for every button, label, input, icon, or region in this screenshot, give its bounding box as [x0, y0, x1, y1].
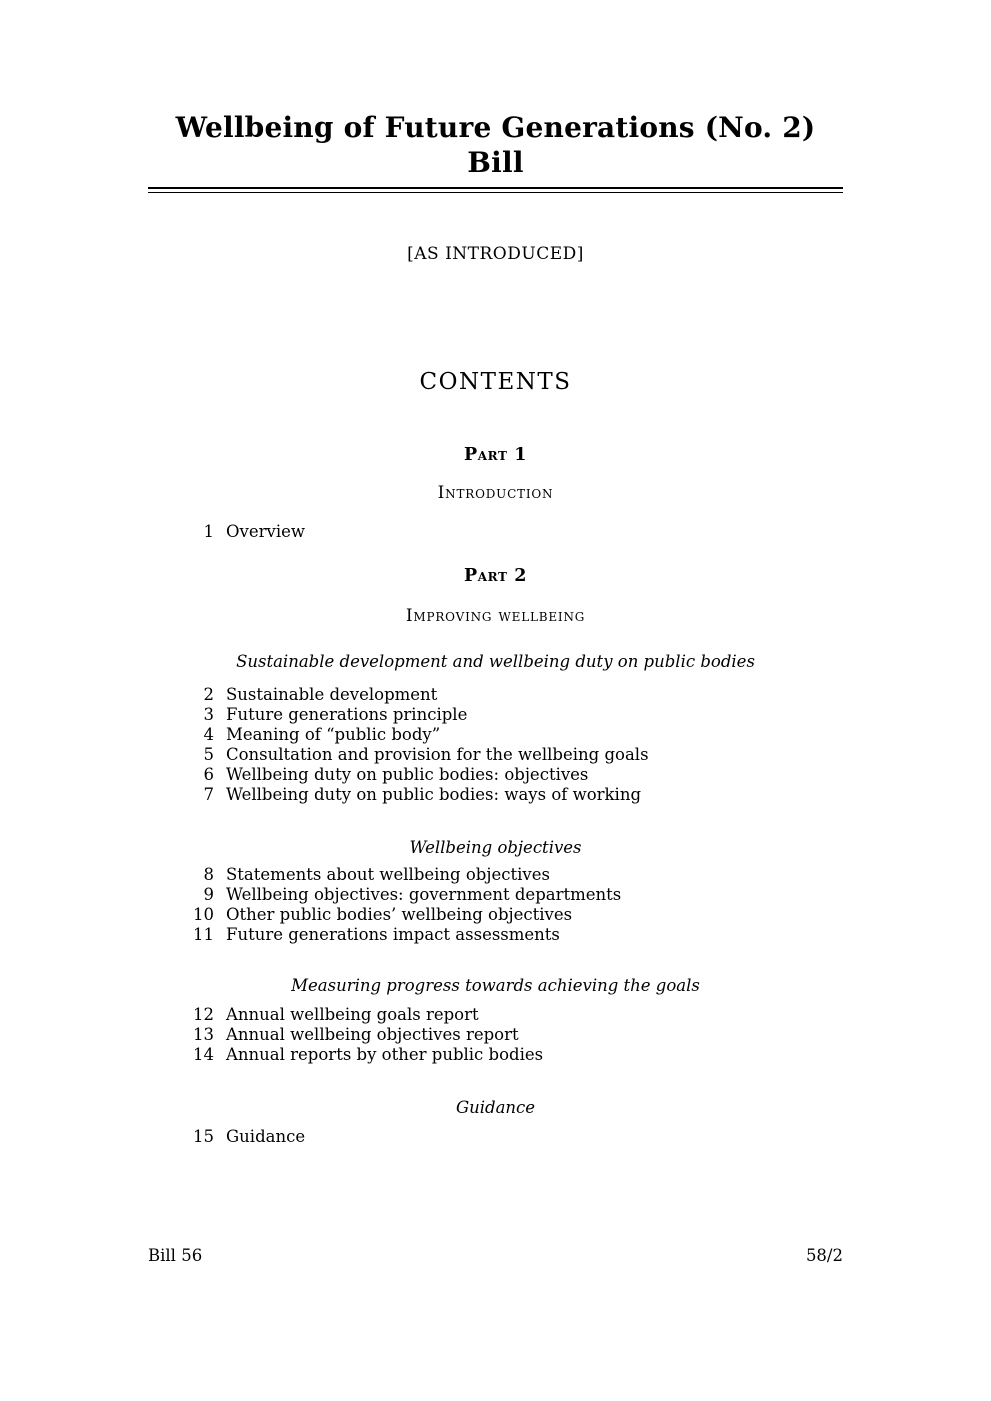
section-number: 13 — [193, 1025, 214, 1044]
section-number: 9 — [203, 885, 214, 904]
title-double-rule — [148, 187, 843, 193]
toc-item — [148, 765, 843, 785]
section-number: 7 — [203, 785, 214, 804]
section-title: Annual reports by other public bodies — [226, 1045, 544, 1064]
toc-item — [148, 865, 843, 885]
crosshead-guidance: Guidance — [455, 1098, 536, 1117]
toc-item — [148, 685, 843, 705]
crosshead-3-items — [148, 1005, 843, 1065]
session-code: 58/2 — [805, 1246, 843, 1265]
section-title: Future generations principle — [226, 705, 468, 724]
part-1-heading: Introduction — [437, 483, 554, 503]
section-number: 1 — [203, 522, 214, 541]
toc-item — [148, 522, 843, 542]
section-number: 3 — [203, 705, 214, 724]
toc-item — [148, 925, 843, 945]
section-title: Sustainable development — [226, 685, 438, 704]
crosshead-4-items — [148, 1127, 843, 1147]
section-title: Consultation and provision for the wellbeing goals — [226, 745, 649, 764]
section-title: Annual wellbeing objectives report — [226, 1025, 519, 1044]
crosshead-wellbeing-objectives: Wellbeing objectives — [409, 838, 582, 857]
section-title: Other public bodies’ wellbeing objectives — [226, 905, 573, 924]
section-number: 15 — [193, 1127, 214, 1146]
toc-item — [148, 705, 843, 725]
section-title: Wellbeing objectives: government departments — [226, 885, 622, 904]
section-title: Meaning of “public body” — [226, 725, 441, 744]
section-number: 8 — [203, 865, 214, 884]
toc-item — [148, 1127, 843, 1147]
toc-item — [148, 905, 843, 925]
section-number: 2 — [203, 685, 214, 704]
section-number: 6 — [203, 765, 214, 784]
section-title: Overview — [226, 522, 305, 541]
toc-item — [148, 1005, 843, 1025]
section-number: 10 — [193, 905, 214, 924]
section-number: 4 — [203, 725, 214, 744]
section-number: 5 — [203, 745, 214, 764]
bill-title: Wellbeing of Future Generations (No. 2) Bill — [175, 111, 816, 179]
section-number: 11 — [193, 925, 214, 944]
section-number: 12 — [193, 1005, 214, 1024]
toc-item — [148, 1045, 843, 1065]
section-title: Statements about wellbeing objectives — [226, 865, 550, 884]
section-title: Annual wellbeing goals report — [226, 1005, 479, 1024]
contents-heading: CONTENTS — [419, 369, 572, 395]
part-2-heading: Improving wellbeing — [405, 606, 586, 626]
section-title: Future generations impact assessments — [226, 925, 560, 944]
toc-item — [148, 785, 843, 805]
toc-item — [148, 745, 843, 765]
part-2-label: Part 2 — [463, 566, 528, 586]
bill-number: Bill 56 — [148, 1246, 203, 1265]
crosshead-1-items — [148, 685, 843, 805]
crosshead-measuring-progress: Measuring progress towards achieving the goals — [291, 976, 700, 995]
section-title: Wellbeing duty on public bodies: ways of working — [226, 785, 642, 804]
page-footer — [148, 1246, 843, 1266]
part-1-items — [148, 522, 843, 542]
section-title: Guidance — [226, 1127, 306, 1146]
crosshead-sustainable-development-duty: Sustainable development and wellbeing duty on public bodies — [236, 652, 755, 671]
section-title: Wellbeing duty on public bodies: objectives — [226, 765, 589, 784]
toc-item — [148, 725, 843, 745]
toc-item — [148, 1025, 843, 1045]
crosshead-2-items — [148, 865, 843, 945]
section-number: 14 — [193, 1045, 214, 1064]
as-introduced-label: [AS INTRODUCED] — [407, 244, 584, 264]
toc-item — [148, 885, 843, 905]
part-1-label: Part 1 — [463, 445, 528, 465]
